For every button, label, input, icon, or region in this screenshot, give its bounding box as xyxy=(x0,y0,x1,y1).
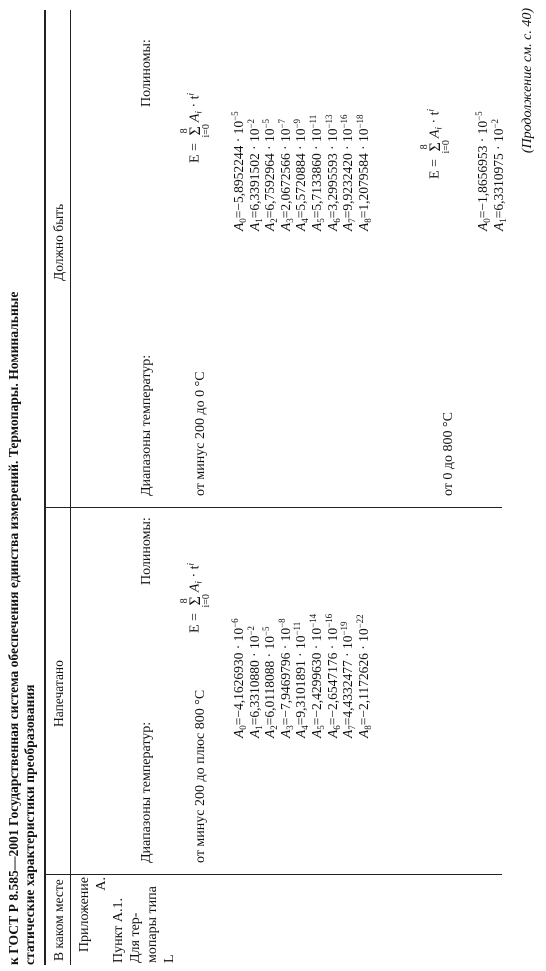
coefficient-index: 1 xyxy=(253,218,264,223)
coefficient-row xyxy=(228,614,248,738)
coefficient-row xyxy=(488,111,508,231)
coefficient-symbol: A xyxy=(262,222,278,231)
should-be-range-2: от 0 до 800 °С xyxy=(441,412,456,496)
coefficient-symbol: A xyxy=(324,729,340,738)
term-subscript: i xyxy=(193,111,204,114)
coefficient-symbol: A xyxy=(231,729,246,738)
coefficient-index: 4 xyxy=(300,218,311,223)
term-superscript: i xyxy=(185,562,196,566)
coefficient-exponent: −8 xyxy=(276,618,287,628)
should-be-range-1: от минус 200 до 0 °С xyxy=(193,371,208,496)
coefficient-exponent: −5 xyxy=(261,626,272,637)
coefficient-exponent: −11 xyxy=(292,621,303,636)
coefficient-value: =−5,8952244 · 10 xyxy=(231,120,246,219)
term-base: A xyxy=(427,129,443,139)
coefficient-value: =6,0118088 · 10 xyxy=(262,636,278,726)
location-line-3: мопары типа L xyxy=(145,886,177,963)
coefficient-row xyxy=(353,111,373,231)
coefficient-index: 3 xyxy=(284,218,295,223)
coefficient-symbol: A xyxy=(475,222,490,231)
coefficient-symbol: A xyxy=(231,222,246,231)
sigma-icon: Σ xyxy=(187,126,204,136)
coefficient-row xyxy=(259,111,280,231)
coefficient-symbol: A xyxy=(246,729,262,738)
header-bottom-rule xyxy=(70,10,71,965)
printed-coefficients xyxy=(228,613,373,738)
coefficient-value: =−2,4299630 · 10 xyxy=(308,627,324,726)
sum-upper-limit: 8 xyxy=(179,598,190,604)
coefficient-symbol: A xyxy=(293,729,309,738)
coefficient-value: =4,4332477 · 10 xyxy=(340,635,356,726)
coefficient-row xyxy=(472,111,492,231)
printed-polynomials-label: Полиномы: xyxy=(139,517,154,585)
coefficient-value: =5,7133860 · 10 xyxy=(308,128,324,219)
coefficient-symbol: A xyxy=(308,729,324,738)
coefficient-row xyxy=(306,111,326,231)
coefficient-index: 7 xyxy=(347,218,358,223)
printed-formula xyxy=(180,563,211,633)
should-be-coefficients-2 xyxy=(472,111,508,231)
coefficient-value: =6,7592964 · 10 xyxy=(262,128,278,219)
coefficient-value: =5,5720884 · 10 xyxy=(293,128,309,219)
coefficient-value: =2,0672566 · 10 xyxy=(277,128,293,219)
coefficient-index: 0 xyxy=(482,218,492,223)
sum-lower-limit: i=0 xyxy=(201,124,212,138)
coefficient-index: 8 xyxy=(362,725,373,730)
coefficient-exponent: −16 xyxy=(323,613,334,628)
coefficient-index: 8 xyxy=(362,218,373,223)
coefficient-exponent: −19 xyxy=(339,621,350,636)
term-variable: · t xyxy=(427,111,443,128)
coefficient-index: 2 xyxy=(269,725,280,730)
coefficient-exponent: −22 xyxy=(354,614,365,629)
coefficient-value: =−2,1172626 · 10 xyxy=(355,628,371,726)
coefficient-exponent: −2 xyxy=(245,118,256,129)
should-be-polynomials-label: Полиномы: xyxy=(139,39,154,107)
sum-upper-limit: 8 xyxy=(179,128,190,134)
coefficient-symbol: A xyxy=(340,222,356,231)
term-subscript: i xyxy=(433,127,444,130)
table-top-rule xyxy=(44,10,46,965)
coefficient-exponent: −11 xyxy=(307,114,318,129)
sum-lower-limit: i=0 xyxy=(201,594,212,608)
sum-symbol xyxy=(180,594,211,607)
coefficient-symbol: A xyxy=(490,222,506,231)
title-line-1: к ГОСТ Р 8.585—2001 Государственная система обеспечения единства измерений. Термопары. Номинальные xyxy=(6,291,21,965)
coefficient-value: =9,9232420 · 10 xyxy=(340,128,356,219)
term-superscript: i xyxy=(185,92,196,96)
sum-lower-limit: i=0 xyxy=(441,140,452,154)
coefficient-index: 2 xyxy=(269,218,280,223)
coefficient-row xyxy=(290,614,311,738)
coefficient-row xyxy=(306,613,326,738)
term-base: A xyxy=(187,583,203,593)
coefficient-index: 1 xyxy=(497,218,508,223)
coefficient-index: 7 xyxy=(347,725,358,730)
coefficient-row xyxy=(259,614,280,738)
coefficient-exponent: −13 xyxy=(323,114,334,129)
coefficient-symbol: A xyxy=(324,222,340,231)
coefficient-symbol: A xyxy=(262,729,278,738)
location-line-1: Приложение А. xyxy=(77,877,109,953)
term-superscript: i xyxy=(425,108,436,112)
coefficient-index: 6 xyxy=(331,218,342,223)
coefficient-index: 6 xyxy=(331,725,342,730)
coefficient-row xyxy=(275,614,295,738)
coefficient-exponent: −18 xyxy=(354,114,365,129)
coefficient-symbol: A xyxy=(277,222,293,231)
coefficient-row xyxy=(353,614,373,738)
coefficient-value: =3,2995593 · 10 xyxy=(324,128,340,219)
location-cell xyxy=(76,877,178,963)
formula-lhs: E = xyxy=(427,159,443,179)
sigma-icon: Σ xyxy=(427,142,444,152)
coefficient-symbol: A xyxy=(340,729,356,738)
coefficient-row xyxy=(275,111,295,231)
should-be-coefficients-1 xyxy=(228,111,373,231)
coefficient-row xyxy=(337,614,358,738)
column-divider-2 xyxy=(44,507,502,508)
coefficient-value: =6,3391502 · 10 xyxy=(246,128,262,219)
sigma-icon: Σ xyxy=(187,596,204,606)
coefficient-value: =6,3310880 · 10 xyxy=(246,635,262,726)
coefficient-index: 4 xyxy=(300,725,311,730)
continuation-note: (Продолжение см. с. 40) xyxy=(520,8,535,154)
coefficient-index: 0 xyxy=(238,725,248,730)
coefficient-index: 0 xyxy=(238,218,248,223)
coefficient-row xyxy=(322,613,342,738)
coefficient-index: 5 xyxy=(315,218,326,223)
document-title xyxy=(6,10,38,965)
title-line-2: статические характеристики преобразования xyxy=(22,684,37,965)
coefficient-value: =−4,1626930 · 10 xyxy=(231,627,246,726)
location-line-2: Пункт А.1. Для тер- xyxy=(111,898,143,963)
coefficient-exponent: −5 xyxy=(230,111,240,121)
coefficient-value: =6,3310975 · 10 xyxy=(490,128,506,219)
sum-symbol xyxy=(180,124,211,137)
coefficient-exponent: −2 xyxy=(489,118,500,129)
column-divider-1 xyxy=(44,874,502,875)
coefficient-value: =−2,6547176 · 10 xyxy=(324,627,340,726)
term-variable: · t xyxy=(187,565,203,582)
coefficient-value: =−7,9469796 · 10 xyxy=(277,627,293,726)
coefficient-exponent: −5 xyxy=(261,118,272,129)
header-should-be: Должно быть xyxy=(51,203,66,281)
should-be-formula-2 xyxy=(420,109,451,179)
coefficient-symbol: A xyxy=(293,222,309,231)
printed-range: от минус 200 до плюс 800 °С xyxy=(193,689,208,863)
coefficient-row xyxy=(244,614,264,738)
coefficient-symbol: A xyxy=(308,222,324,231)
coefficient-row xyxy=(228,111,248,231)
should-be-ranges-label: Диапазоны температур: xyxy=(139,354,154,496)
coefficient-index: 5 xyxy=(315,725,326,730)
coefficient-row xyxy=(290,111,311,231)
sum-symbol xyxy=(420,140,451,153)
coefficient-exponent: −9 xyxy=(292,118,303,129)
coefficient-exponent: −5 xyxy=(474,111,484,121)
formula-lhs: E = xyxy=(187,143,203,163)
term-base: A xyxy=(187,113,203,123)
printed-ranges-label: Диапазоны температур: xyxy=(139,721,154,863)
coefficient-value: =−1,8656953 · 10 xyxy=(475,120,490,219)
term-subscript: i xyxy=(193,581,204,584)
header-printed: Напечатано xyxy=(51,660,66,727)
coefficient-exponent: −7 xyxy=(276,118,287,129)
formula-lhs: E = xyxy=(187,613,203,633)
coefficient-exponent: −6 xyxy=(230,618,240,628)
sum-upper-limit: 8 xyxy=(419,144,430,150)
coefficient-value: =1,2079584 · 10 xyxy=(355,128,371,219)
header-where: В каком месте xyxy=(51,879,66,961)
coefficient-index: 1 xyxy=(253,725,264,730)
coefficient-exponent: −14 xyxy=(307,613,318,628)
should-be-formula-1 xyxy=(180,93,211,163)
coefficient-symbol: A xyxy=(277,729,293,738)
coefficient-value: =9,3101891 · 10 xyxy=(293,635,309,726)
coefficient-row xyxy=(322,111,342,231)
term-variable: · t xyxy=(187,95,203,112)
coefficient-symbol: A xyxy=(246,222,262,231)
coefficient-symbol: A xyxy=(355,729,371,738)
coefficient-row xyxy=(244,111,264,231)
coefficient-row xyxy=(337,111,358,231)
coefficient-exponent: −2 xyxy=(245,625,256,636)
coefficient-exponent: −16 xyxy=(339,114,350,129)
coefficient-symbol: A xyxy=(355,222,371,231)
coefficient-index: 3 xyxy=(284,725,295,730)
